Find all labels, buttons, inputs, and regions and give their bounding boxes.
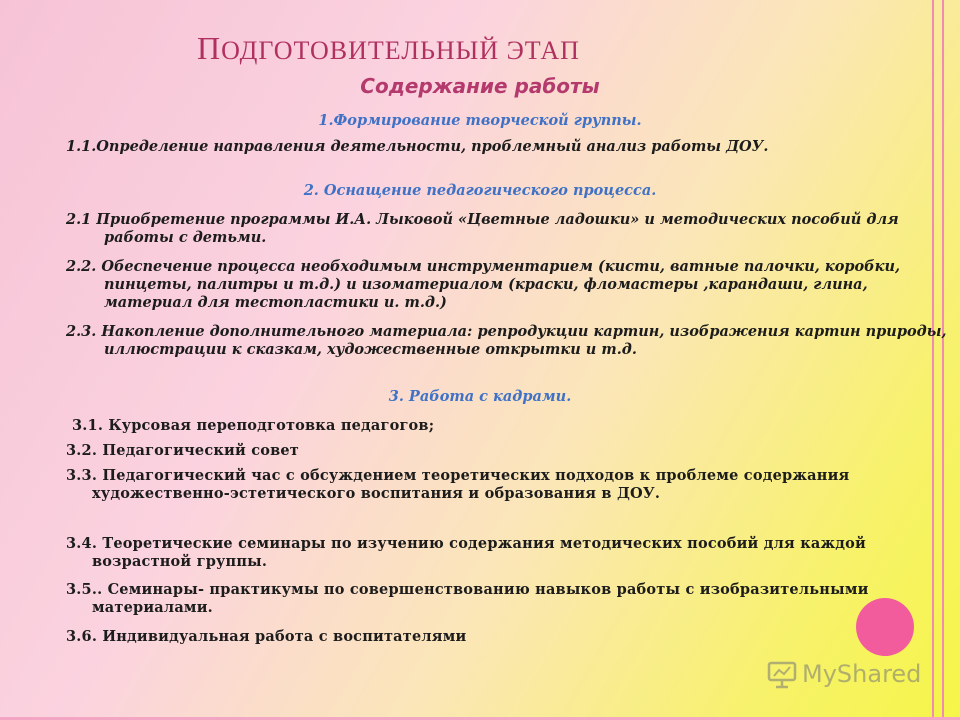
watermark-logo <box>766 656 921 692</box>
list-item: 1.1.Определение направления деятельности, проблемный анализ работы ДОУ. <box>66 138 769 155</box>
list-item: 2.2. Обеспечение процесса необходимым инструментарием (кисти, ватные палочки, коробки, пинцеты, палитры и т.д.) и изоматериалом (краски, фломастеры ,карандаши, глина, материал для тестопластики и. т.д.) <box>66 258 901 311</box>
title-first-letter: П <box>197 30 222 66</box>
slide-subtitle: Содержание работы <box>360 74 600 98</box>
logo-text: MyShared <box>802 660 922 688</box>
list-item: 3.6. Индивидуальная работа с воспитателями <box>66 628 467 645</box>
decorative-circle <box>856 598 914 656</box>
list-item: 3.3. Педагогический час с обсуждением теоретических подходов к проблеме содержания художественно-эстетического воспитания и образования в ДОУ. <box>66 467 850 502</box>
slide-title <box>197 30 580 67</box>
section-heading-3: 3. Работа с кадрами. <box>388 388 572 405</box>
title-rest: ОДГОТОВИТЕЛЬНЫЙ ЭТАП <box>221 36 580 65</box>
slideshow-logo-icon <box>766 658 798 690</box>
list-item: 2.3. Накопление дополнительного материала: репродукции картин, изображения картин природы, иллюстрации к сказкам, художественные открытки и т.д. <box>66 323 947 358</box>
list-item: 3.1. Курсовая переподготовка педагогов; <box>72 417 435 434</box>
section-heading-2: 2. Оснащение педагогического процесса. <box>303 182 657 199</box>
section-heading-1: 1.Формирование творческой группы. <box>318 112 642 129</box>
list-item: 2.1 Приобретение программы И.А. Лыковой «Цветные ладошки» и методических пособий для работы с детьми. <box>66 211 899 246</box>
border-line-right-1 <box>932 0 934 720</box>
list-item: 3.5.. Семинары- практикумы по совершенствованию навыков работы с изобразительными материалами. <box>66 581 869 616</box>
list-item: 3.2. Педагогический совет <box>66 442 299 459</box>
border-line-right-2 <box>942 0 944 720</box>
list-item: 3.4. Теоретические семинары по изучению содержания методических пособий для каждой возрастной группы. <box>66 535 866 570</box>
